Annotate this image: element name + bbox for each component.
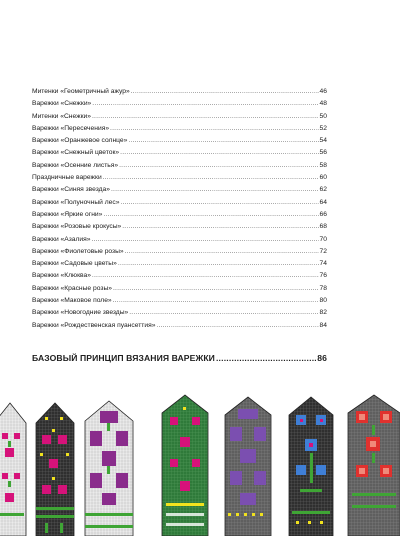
- toc-entry[interactable]: [32, 246, 327, 258]
- toc-entry[interactable]: [32, 135, 327, 147]
- toc-entry-title: Митенки «Снежки»: [32, 112, 91, 120]
- toc-dot-leader: [122, 221, 318, 233]
- toc-entry-title: Варежки «Азалия»: [32, 235, 91, 243]
- toc-entry-page: 62: [319, 186, 327, 194]
- toc-entry[interactable]: [32, 197, 327, 209]
- toc-dot-leader: [92, 270, 319, 282]
- toc-entry-page: 84: [319, 321, 327, 329]
- toc-entry-page: 72: [319, 247, 327, 255]
- toc-dot-leader: [119, 160, 318, 172]
- toc-entry-page: 60: [319, 174, 327, 182]
- toc-entry-page: 78: [319, 284, 327, 292]
- toc-entry-page: 68: [319, 223, 327, 231]
- toc-entry-page: 48: [319, 100, 327, 108]
- toc-entry[interactable]: [32, 234, 327, 246]
- toc-entry-page: 58: [319, 161, 327, 169]
- toc-dot-leader: [92, 111, 319, 123]
- toc-dot-leader: [128, 135, 318, 147]
- toc-section-entry[interactable]: [32, 353, 327, 363]
- toc-entry-page: 52: [319, 124, 327, 132]
- toc-entry-title: Митенки «Геометричный ажур»: [32, 88, 130, 95]
- toc-entry-page: 54: [319, 137, 327, 145]
- toc-entry-title: Варежки «Осенние листья»: [32, 161, 119, 169]
- toc-entry-page: 50: [319, 112, 327, 120]
- toc-entry[interactable]: [32, 307, 327, 319]
- toc-entry[interactable]: [32, 86, 327, 98]
- toc-entry-title: Варежки «Фиолетовые розы»: [32, 247, 124, 255]
- mitten-chart-7: [348, 395, 400, 536]
- toc-entry[interactable]: [32, 172, 327, 184]
- toc-entry-title: Варежки «Клюква»: [32, 272, 91, 280]
- toc-dot-leader: [92, 98, 318, 110]
- toc-entry[interactable]: [32, 221, 327, 233]
- toc-dot-leader: [216, 353, 316, 363]
- toc-section-page: 86: [317, 353, 327, 363]
- toc-entry-title: Варежки «Рождественская пуансеттия»: [32, 321, 156, 329]
- toc-dot-leader: [111, 184, 319, 196]
- mitten-chart-6: [289, 397, 333, 536]
- toc-section-title: БАЗОВЫЙ ПРИНЦИП ВЯЗАНИЯ ВАРЕЖКИ: [32, 353, 215, 363]
- toc-entry-title: Варежки «Розовые крокусы»: [32, 223, 122, 231]
- toc-entry-title: Варежки «Полуночный лес»: [32, 198, 120, 206]
- toc-entry-page: 76: [319, 272, 327, 280]
- toc-entry[interactable]: [32, 147, 327, 159]
- toc-entry-title: Варежки «Снежки»: [32, 100, 92, 108]
- toc-dot-leader: [156, 320, 318, 332]
- toc-entry-title: Варежки «Яркие огни»: [32, 210, 103, 218]
- mitten-chart-5: [225, 397, 271, 536]
- toc-dot-leader: [91, 234, 318, 246]
- toc-entry-title: Варежки «Маковое поле»: [32, 297, 112, 305]
- toc-entry-title: Варежки «Оранжевое солнце»: [32, 137, 128, 145]
- toc-entry[interactable]: [32, 295, 327, 307]
- mitten-chart-4: [162, 395, 208, 536]
- toc-entry[interactable]: [32, 111, 327, 123]
- toc-dot-leader: [113, 283, 319, 295]
- toc-entry[interactable]: [32, 123, 327, 135]
- toc-dot-leader: [103, 172, 319, 184]
- toc-entry[interactable]: [32, 184, 327, 196]
- toc-entry-page: 70: [319, 235, 327, 243]
- toc-entry-page: 74: [319, 260, 327, 268]
- toc-entry[interactable]: [32, 209, 327, 221]
- mitten-chart-1: [0, 403, 26, 536]
- toc-entry-title: Варежки «Садовые цветы»: [32, 260, 117, 268]
- mitten-chart-3: [85, 401, 133, 536]
- toc-entry-title: Варежки «Снежный цветок»: [32, 149, 120, 157]
- toc-dot-leader: [120, 197, 318, 209]
- toc-entry[interactable]: [32, 283, 327, 295]
- toc-entry-page: 80: [319, 297, 327, 305]
- mitten-charts-illustration: [0, 393, 400, 536]
- toc-entry[interactable]: [32, 320, 327, 332]
- toc-dot-leader: [125, 246, 319, 258]
- mitten-chart-2: [36, 403, 74, 536]
- toc-entry-page: 64: [319, 198, 327, 206]
- toc-dot-leader: [129, 307, 318, 319]
- toc-dot-leader: [131, 86, 319, 98]
- toc-dot-leader: [110, 123, 319, 135]
- toc-entry-title: Варежки «Красные розы»: [32, 284, 112, 292]
- toc-dot-leader: [103, 209, 318, 221]
- toc-entry-title: Праздничные варежки: [32, 174, 102, 182]
- toc-entry-page: 66: [319, 210, 327, 218]
- toc-entry-title: Варежки «Пересечения»: [32, 124, 110, 132]
- toc-entry[interactable]: [32, 98, 327, 110]
- toc-entry[interactable]: [32, 160, 327, 172]
- table-of-contents: [32, 86, 327, 332]
- toc-entry-page: 46: [319, 88, 327, 95]
- toc-entry-title: Варежки «Новогодние звезды»: [32, 309, 129, 317]
- toc-entry-page: 56: [319, 149, 327, 157]
- toc-dot-leader: [120, 147, 318, 159]
- toc-entry-page: 82: [319, 309, 327, 317]
- toc-entry-title: Варежки «Синяя звезда»: [32, 186, 110, 194]
- toc-entry[interactable]: [32, 258, 327, 270]
- toc-dot-leader: [113, 295, 319, 307]
- toc-dot-leader: [118, 258, 319, 270]
- toc-entry[interactable]: [32, 270, 327, 282]
